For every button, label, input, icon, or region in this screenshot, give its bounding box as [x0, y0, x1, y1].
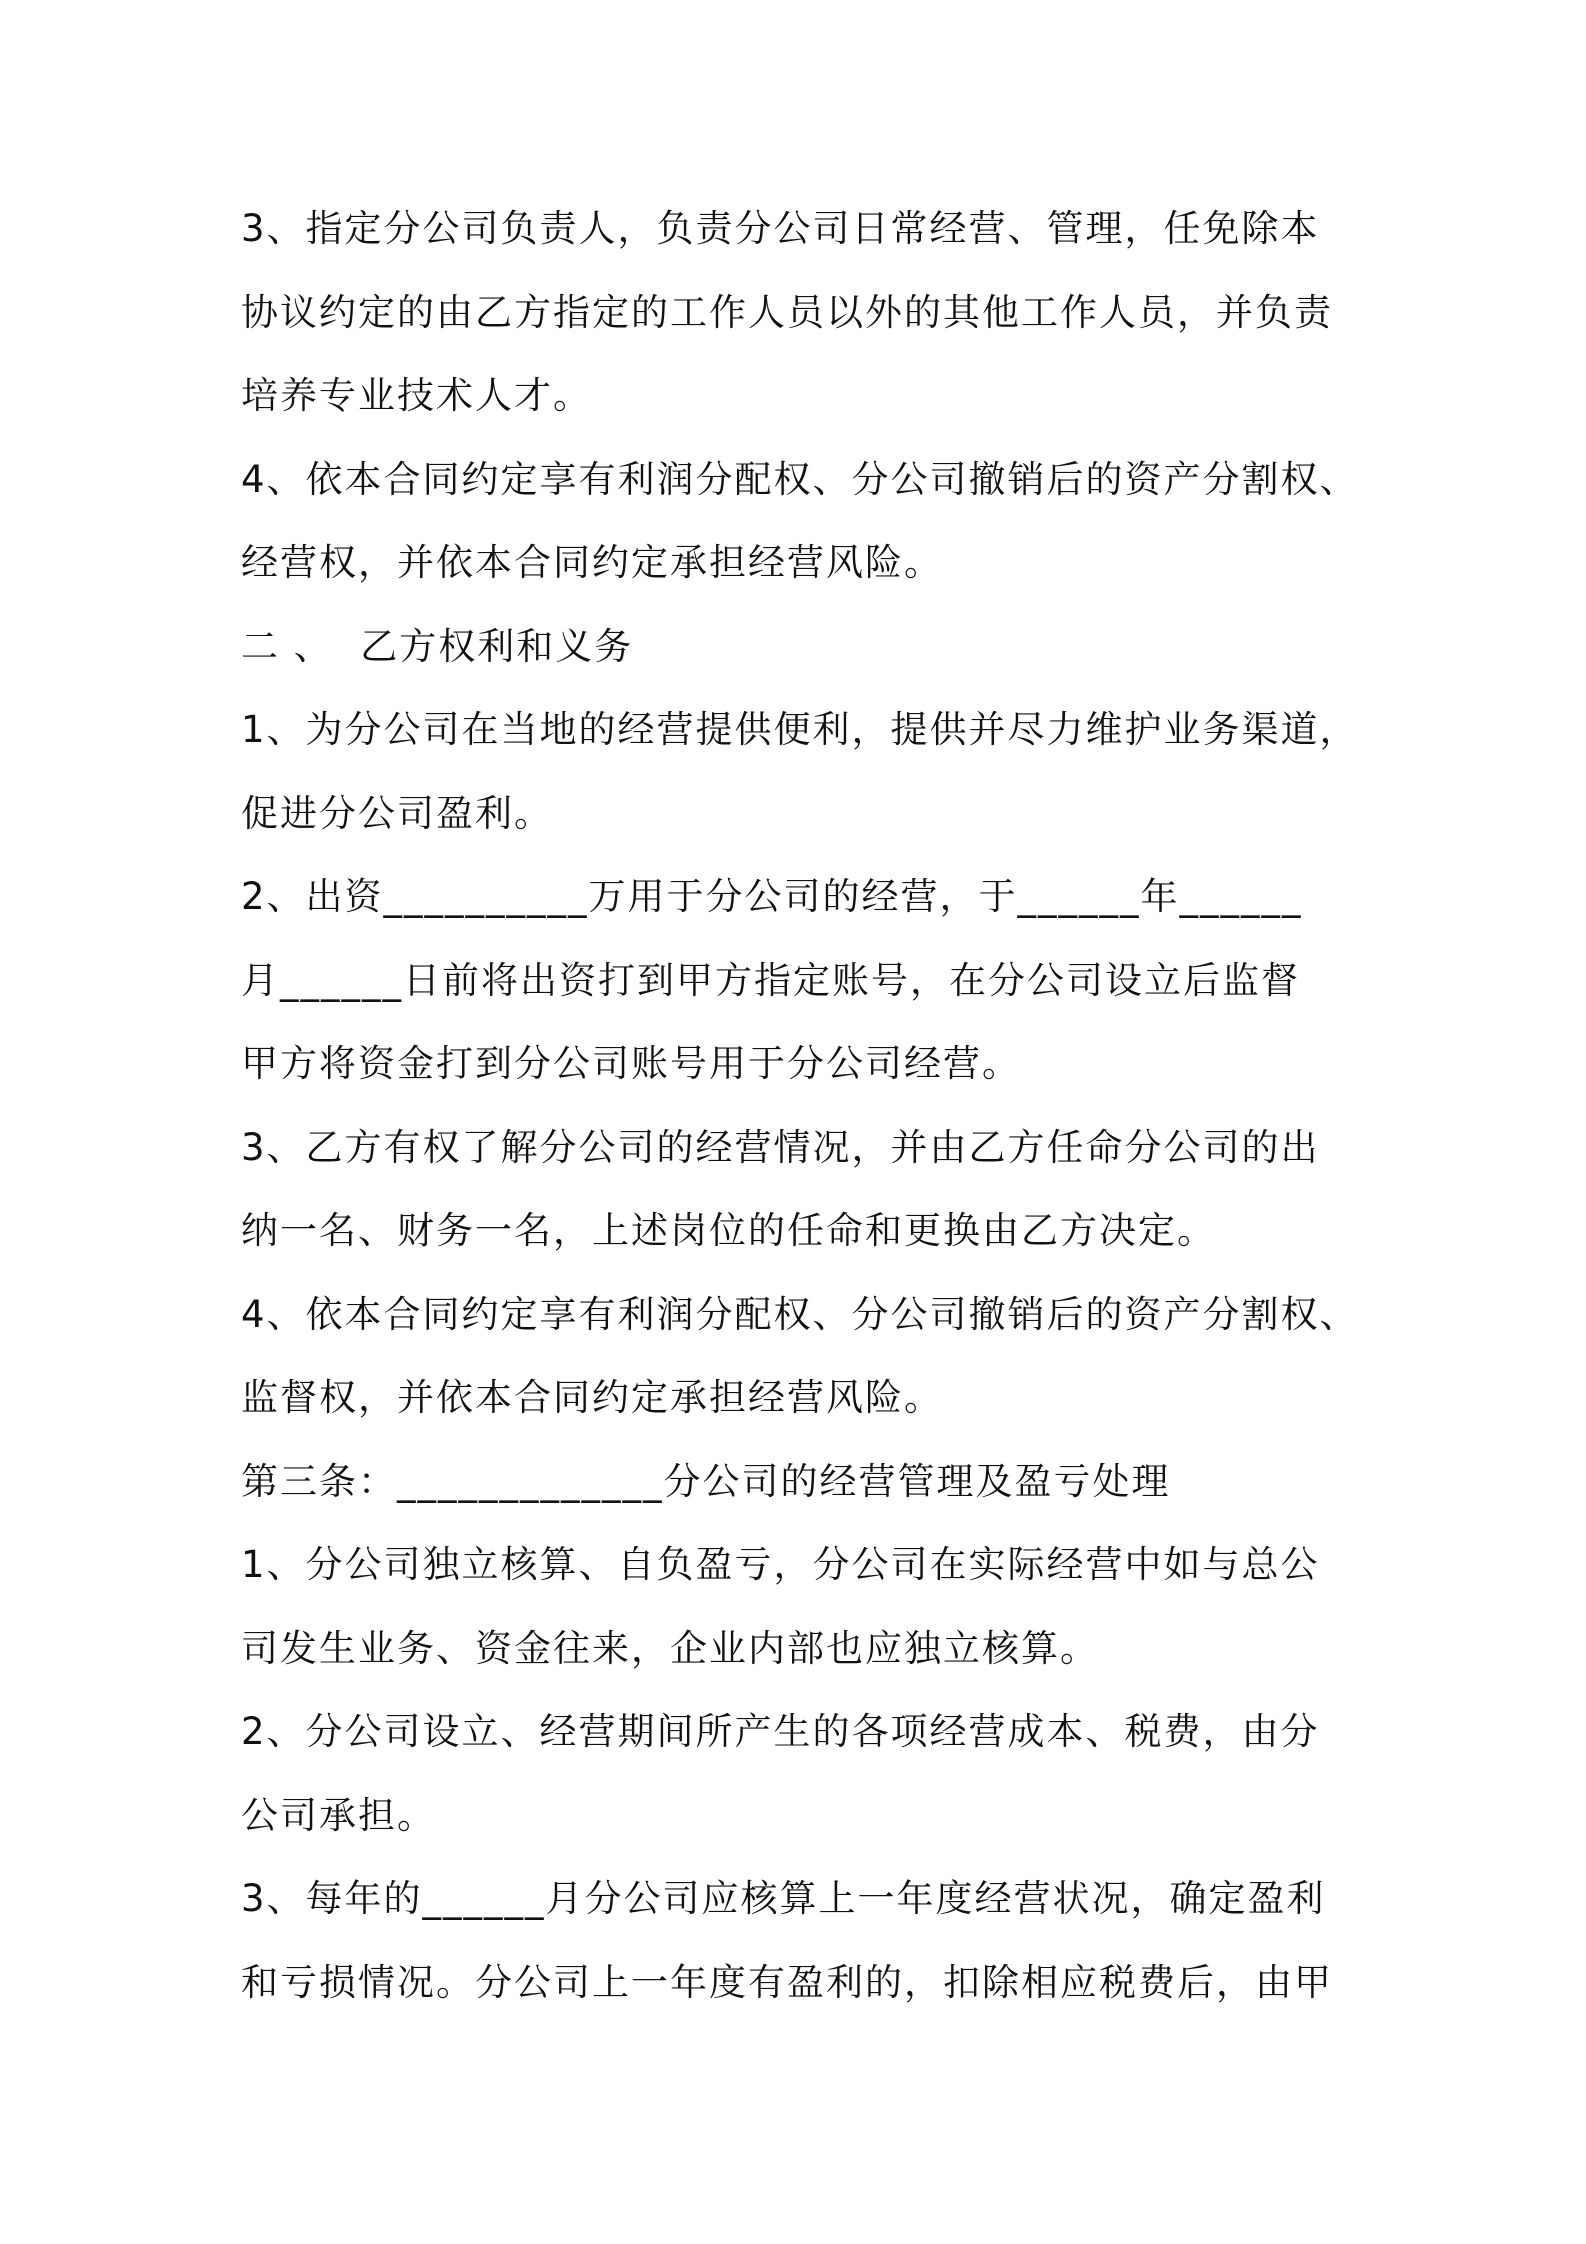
text-line: 司发生业务、资金往来，企业内部也应独立核算。: [241, 1627, 1099, 1670]
text-line: 1、分公司独立核算、自负盈亏，分公司在实际经营中如与总公: [241, 1543, 1320, 1586]
text-line: 3、每年的______月分公司应核算上一年度经营状况，确定盈利: [241, 1877, 1326, 1920]
text-line: 公司承担。: [241, 1794, 436, 1837]
section-heading: 二 、 乙方权利和义务: [241, 625, 634, 668]
text-line: 和亏损情况。分公司上一年度有盈利的，扣除相应税费后，由甲: [241, 1961, 1333, 2004]
text-line: 2、出资__________万用于分公司的经营，于______年______: [241, 875, 1303, 918]
text-line: 4、依本合同约定享有利润分配权、分公司撤销后的资产分割权、: [241, 1293, 1359, 1336]
text-line: 协议约定的由乙方指定的工作人员以外的其他工作人员，并负责: [241, 291, 1333, 334]
text-line: 月______日前将出资打到甲方指定账号，在分公司设立后监督: [241, 959, 1300, 1002]
text-line: 甲方将资金打到分公司账号用于分公司经营。: [241, 1042, 1021, 1085]
text-line: 纳一名、财务一名，上述岗位的任命和更换由乙方决定。: [241, 1209, 1216, 1252]
text-line: 培养专业技术人才。: [241, 374, 592, 417]
text-line: 3、乙方有权了解分公司的经营情况，并由乙方任命分公司的出: [241, 1126, 1320, 1169]
text-line: 促进分公司盈利。: [241, 792, 553, 835]
text-line: 3、指定分公司负责人，负责分公司日常经营、管理，任免除本: [241, 207, 1320, 250]
text-line: 1、为分公司在当地的经营提供便利，提供并尽力维护业务渠道，: [241, 708, 1359, 751]
text-line: 监督权，并依本合同约定承担经营风险。: [241, 1376, 943, 1419]
text-line: 经营权，并依本合同约定承担经营风险。: [241, 541, 943, 584]
text-line: 4、依本合同约定享有利润分配权、分公司撤销后的资产分割权、: [241, 458, 1359, 501]
section-heading: 第三条：_____________分公司的经营管理及盈亏处理: [241, 1460, 1171, 1503]
text-line: 2、分公司设立、经营期间所产生的各项经营成本、税费，由分: [241, 1710, 1320, 1753]
